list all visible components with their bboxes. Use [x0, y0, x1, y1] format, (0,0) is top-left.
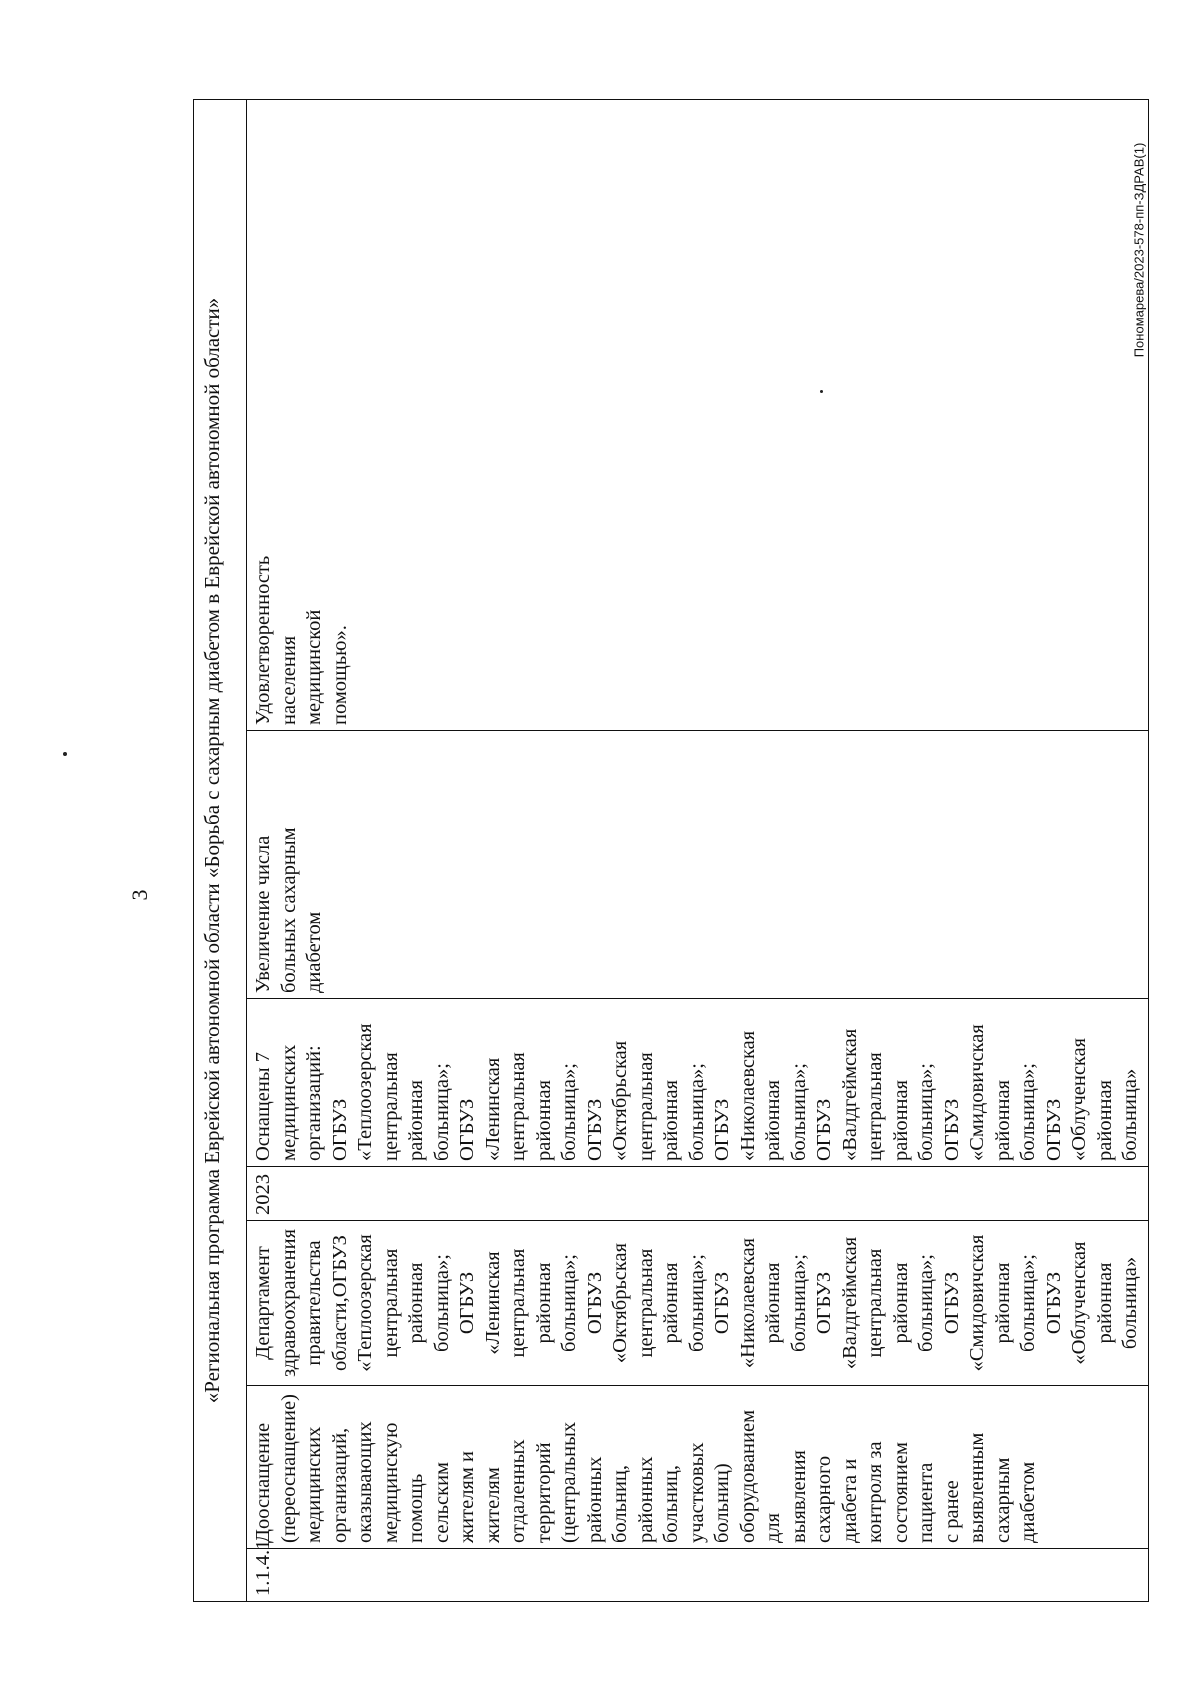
indicator-cell: Увеличение числа больных сахарным диабетом: [247, 731, 1149, 999]
satisfaction-indicator-cell: Удовлетворенность населения медицинской помощью».: [247, 100, 1149, 731]
activity-cell: Дооснащение (переоснащение) медицинских организаций, оказывающих медицинскую помощь сельским жителям и жителям отдаленных территорий (центральных районных больниц, районных больниц, участковых больниц) оборудованием для выявления сахарного диабета и контроля за состоянием пациента с ранее выявленным сахарным диабетом: [247, 1386, 1149, 1549]
program-title: «Региональная программа Еврейской автономной области «Борьба с сахарным диабетом в Еврейской автономной области»: [194, 100, 247, 1602]
scan-speck: [63, 752, 67, 756]
item-number: 1.1.4.1: [247, 1549, 1149, 1602]
year-cell: 2023: [247, 1167, 1149, 1221]
result-cell: Оснащены 7 медицинских организаций: ОГБУЗ «Теплоозерская центральная районная больница»; ОГБУЗ «Ленинская центральная районная больница»; ОГБУЗ «Октябрьская центральная районная больница»; ОГБУЗ «Николаевская районная больница»; ОГБУЗ «Валдгеймская центральная районная больница»; ОГБУЗ «Смидовичская районная больница»; ОГБУЗ «Облученская районная больница»: [247, 999, 1149, 1167]
program-table: [193, 99, 1149, 1602]
executor-cell: Департамент здравоохранения правительства области,ОГБУЗ «Теплоозерская центральная районная больница»; ОГБУЗ «Ленинская центральная районная больница»; ОГБУЗ «Октябрьская центральная районная больница»; ОГБУЗ «Николаевская районная больница»; ОГБУЗ «Валдгеймская центральная районная больница»; ОГБУЗ «Смидовичская районная больница»; ОГБУЗ «Облученская районная больница»: [247, 1221, 1149, 1386]
page-number: 3: [127, 889, 152, 901]
table-title-row: [194, 100, 247, 1602]
document-id-text: Пономарева/2023-578-пп-ЗДРАВ(1): [1131, 142, 1147, 358]
table-row: [247, 100, 1149, 1602]
